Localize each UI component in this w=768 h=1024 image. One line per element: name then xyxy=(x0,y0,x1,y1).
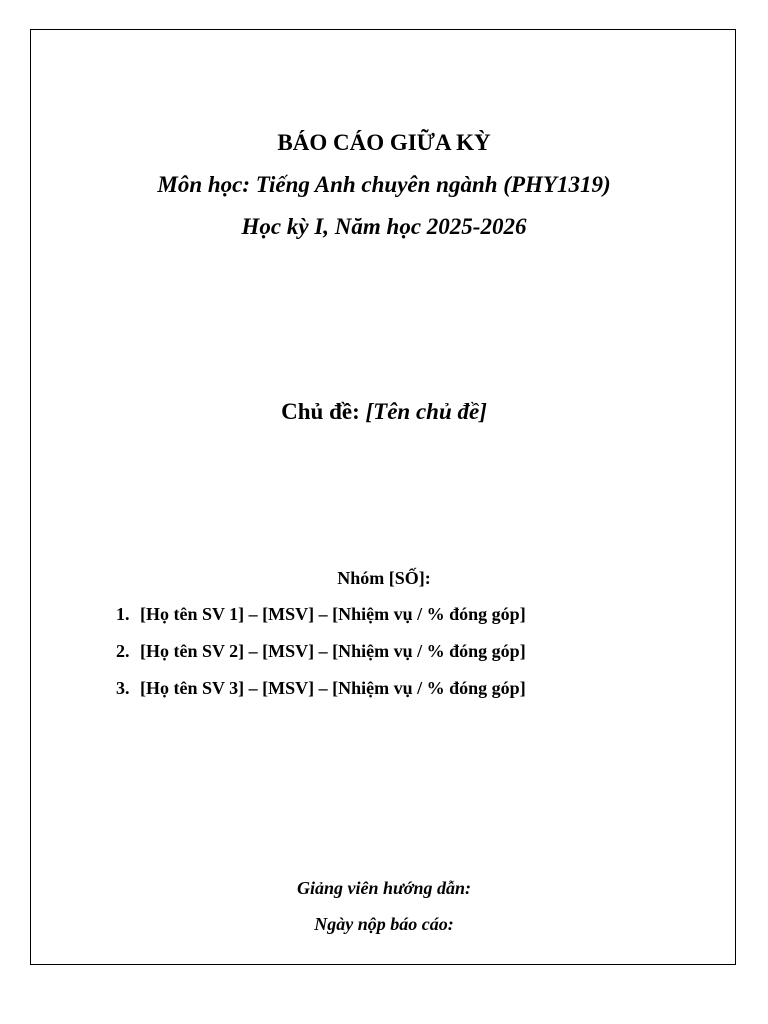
member-text: [Họ tên SV 1] – [MSV] – [Nhiệm vụ / % đóng góp] xyxy=(140,604,526,624)
subject-line: Môn học: Tiếng Anh chuyên ngành (PHY1319) xyxy=(157,172,611,197)
semester-line: Học kỳ I, Năm học 2025-2026 xyxy=(241,214,527,239)
member-text: [Họ tên SV 2] – [MSV] – [Nhiệm vụ / % đóng góp] xyxy=(140,641,526,661)
member-item xyxy=(116,640,526,677)
member-number: 3. xyxy=(116,678,130,698)
member-number: 1. xyxy=(116,604,130,624)
page-border xyxy=(30,29,736,965)
member-list xyxy=(116,603,526,714)
submit-date-line: Ngày nộp báo cáo: xyxy=(314,914,454,934)
member-number: 2. xyxy=(116,641,130,661)
report-title: BÁO CÁO GIỮA KỲ xyxy=(277,130,491,155)
topic-line xyxy=(0,399,768,425)
member-item xyxy=(116,603,526,640)
member-text: [Họ tên SV 3] – [MSV] – [Nhiệm vụ / % đóng góp] xyxy=(140,678,526,698)
supervisor-line: Giảng viên hướng dẫn: xyxy=(297,878,471,898)
topic-value: [Tên chủ đề] xyxy=(365,399,487,424)
topic-label: Chủ đề: xyxy=(281,399,366,424)
member-item xyxy=(116,677,526,714)
group-label: Nhóm [SỐ]: xyxy=(337,568,431,588)
